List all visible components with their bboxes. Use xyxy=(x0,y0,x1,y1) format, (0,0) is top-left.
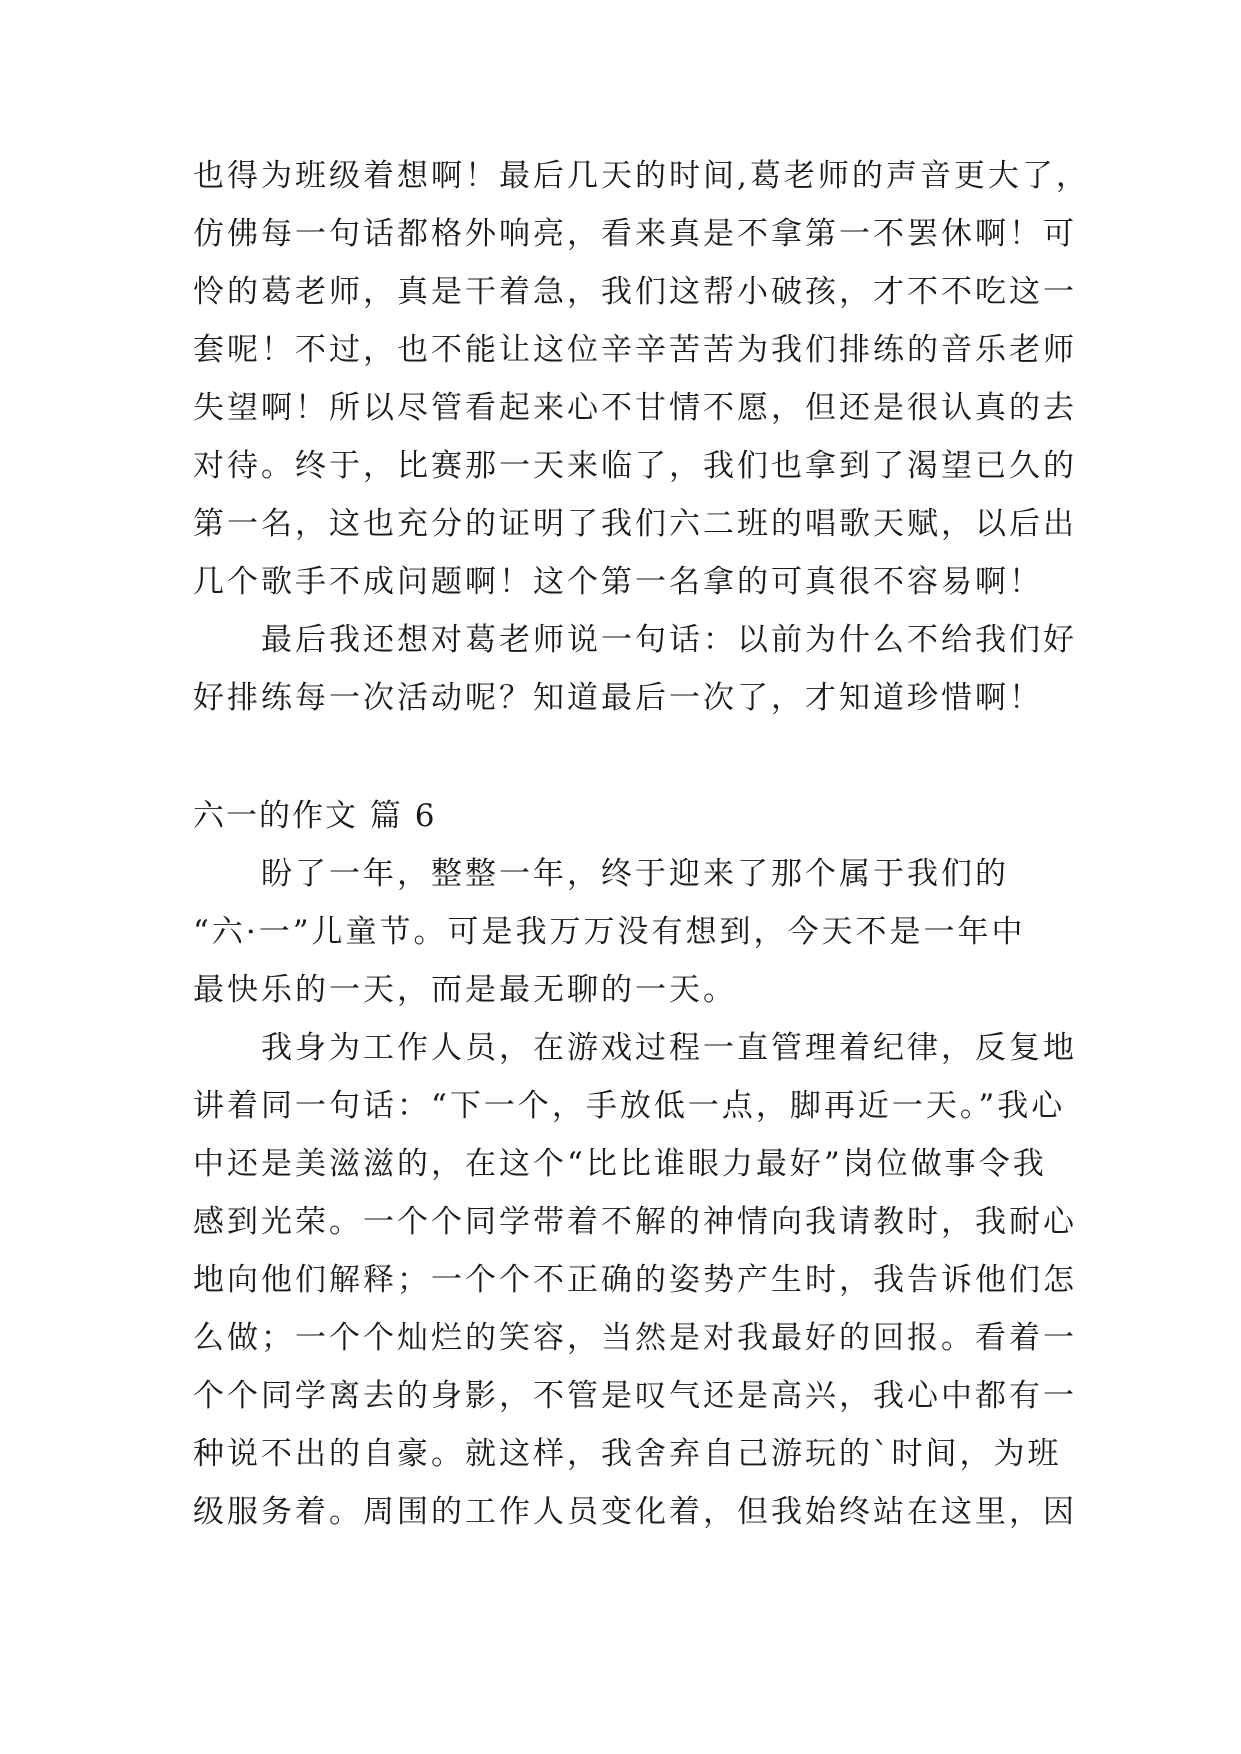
text-line: 第一名，这也充分的证明了我们六二班的唱歌天赋，以后出 xyxy=(193,506,1077,542)
text-line: 级服务着。周围的工作人员变化着，但我始终站在这里，因 xyxy=(193,1494,1077,1530)
text-line: 好排练每一次活动呢？知道最后一次了，才知道珍惜啊！ xyxy=(193,680,1043,716)
text-line: “六·一”儿童节。可是我万万没有想到，今天不是一年中 xyxy=(193,914,1026,950)
section-heading: 六一的作文 篇 6 xyxy=(193,798,437,834)
text-line: 感到光荣。一个个同学带着不解的神情向我请教时，我耐心 xyxy=(193,1204,1077,1240)
text-line: 种说不出的自豪。就这样，我舍弃自己游玩的`时间，为班 xyxy=(193,1436,1062,1472)
text-line: 地向他们解释；一个个不正确的姿势产生时，我告诉他们怎 xyxy=(193,1262,1077,1298)
text-line: 也得为班级着想啊！最后几天的时间,葛老师的声音更大了， xyxy=(193,158,1090,194)
text-line: 个个同学离去的身影，不管是叹气还是高兴，我心中都有一 xyxy=(193,1378,1077,1414)
text-line: 最快乐的一天，而是最无聊的一天。 xyxy=(193,972,737,1008)
text-line: 么做；一个个灿烂的笑容，当然是对我最好的回报。看着一 xyxy=(193,1320,1077,1356)
paragraph-start-line: 我身为工作人员，在游戏过程一直管理着纪律，反复地 xyxy=(193,1030,1077,1066)
text-line: 讲着同一句话：“下一个，手放低一点，脚再近一天。”我心 xyxy=(193,1088,1066,1124)
text-line: 几个歌手不成问题啊！这个第一名拿的可真很不容易啊！ xyxy=(193,564,1043,600)
text-line: 中还是美滋滋的，在这个“比比谁眼力最好”岗位做事令我 xyxy=(193,1146,1047,1182)
text-line: 套呢！不过，也不能让这位辛辛苦苦为我们排练的音乐老师 xyxy=(193,332,1077,368)
paragraph-start-line: 最后我还想对葛老师说一句话：以前为什么不给我们好 xyxy=(193,622,1077,658)
paragraph-start-line: 盼了一年，整整一年，终于迎来了那个属于我们的 xyxy=(193,856,1009,892)
text-line: 失望啊！所以尽管看起来心不甘情不愿，但还是很认真的去 xyxy=(193,390,1077,426)
text-line: 对待。终于，比赛那一天来临了，我们也拿到了渴望已久的 xyxy=(193,448,1077,484)
text-line: 怜的葛老师，真是干着急，我们这帮小破孩，才不不吃这一 xyxy=(193,274,1077,310)
text-line: 仿佛每一句话都格外响亮，看来真是不拿第一不罢休啊！可 xyxy=(193,216,1077,252)
